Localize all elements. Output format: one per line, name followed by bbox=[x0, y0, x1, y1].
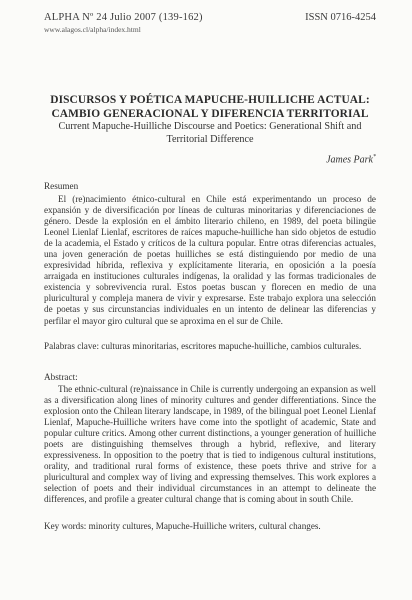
abstract-heading: Abstract: bbox=[44, 372, 78, 382]
title-english bbox=[44, 121, 376, 146]
journal-url: www.alagos.cl/alpha/index.html bbox=[44, 25, 141, 34]
resumen-heading: Resumen bbox=[44, 181, 79, 191]
keywords-text: minority cultures, Mapuche-Huilliche writers, cultural changes. bbox=[88, 521, 321, 531]
palabras-clave-label: Palabras clave: bbox=[44, 341, 99, 351]
title-spanish-line-2: CAMBIO GENERACIONAL Y DIFERENCIA TERRITORIAL bbox=[51, 108, 369, 120]
issn: ISSN 0716-4254 bbox=[305, 12, 376, 23]
title-block bbox=[44, 93, 376, 146]
journal-issue-info: ALPHA Nº 24 Julio 2007 (139-162) bbox=[44, 12, 203, 23]
title-spanish bbox=[44, 93, 376, 121]
author-name-text: James Park bbox=[326, 154, 373, 166]
title-spanish-line-1: DISCURSOS Y POÉTICA MAPUCHE-HUILLICHE ACTUAL: bbox=[50, 94, 370, 106]
resumen-body: El (re)nacimiento étnico-cultural en Chile está experimentando un proceso de expansión y de diversificación por líneas de culturas minoritarias y diferenciaciones de género. Desde la explosión en el ámbito literario chileno, en 1989, del poeta bilingüe Leonel Lienlaf Lienlaf, escritores de raíces mapuche-huilliche han sido objetos de estudio de la academia, el Estado y críticos de la cultura popular. Entre otras diferencias actuales, una joven generación de poetas huilliches se está distinguiendo por medio de una expresividad híbrida, reflexiva y explícitamente literaria, en oposición a la poesía arraigada en instituciones culturales indígenas, la oralidad y las formas tradicionales de existencia y sobrevivencia rural. Estos poetas buscan y florecen en medio de una pluricultural y compleja manera de vivir y expresarse. Este trabajo explora una selección de poetas y sus circunstancias individuales en un intento de delinear las diferencias y perfilar el mayor giro cultural que se aproxima en el sur de Chile. bbox=[44, 194, 376, 326]
keywords-label: Key words: bbox=[44, 521, 87, 531]
palabras-clave-text: culturas minoritarias, escritores mapuche-huilliche, cambios culturales. bbox=[101, 341, 362, 351]
title-english-line-1: Current Mapuche-Huilliche Discourse and Poetics: Generational Shift and bbox=[58, 121, 362, 132]
running-header bbox=[44, 12, 376, 38]
title-english-line-2: Territorial Difference bbox=[166, 133, 254, 145]
keywords bbox=[44, 521, 376, 532]
palabras-clave bbox=[44, 341, 376, 352]
author-name bbox=[326, 154, 376, 165]
author-footnote-mark: * bbox=[373, 154, 376, 160]
abstract-body: The ethnic-cultural (re)naissance in Chile is currently undergoing an expansion as well as a diversification along lines of minority cultures and gender differentiations. Since the explosion onto the Chilean literary landscape, in 1989, of the bilingual poet Leonel Lienlaf Lienlaf, Mapuche-Huilliche writers have come into the spotlight of academic, State and popular culture critics. Among other current distinctions, a younger generation of huilliche poets are distinguishing themselves through a hybrid, reflexive, and literary expressiveness. In opposition to the poetry that is tied to indigenous cultural institutions, orality, and traditional rural forms of existence, these poets thrive and strive for a pluricultural and complex way of living and expressing themselves. This work explores a selection of poets and their individual circumstances in an attempt to delineate the differences, and profile a greater cultural change that is coming about in south Chile. bbox=[44, 384, 376, 505]
